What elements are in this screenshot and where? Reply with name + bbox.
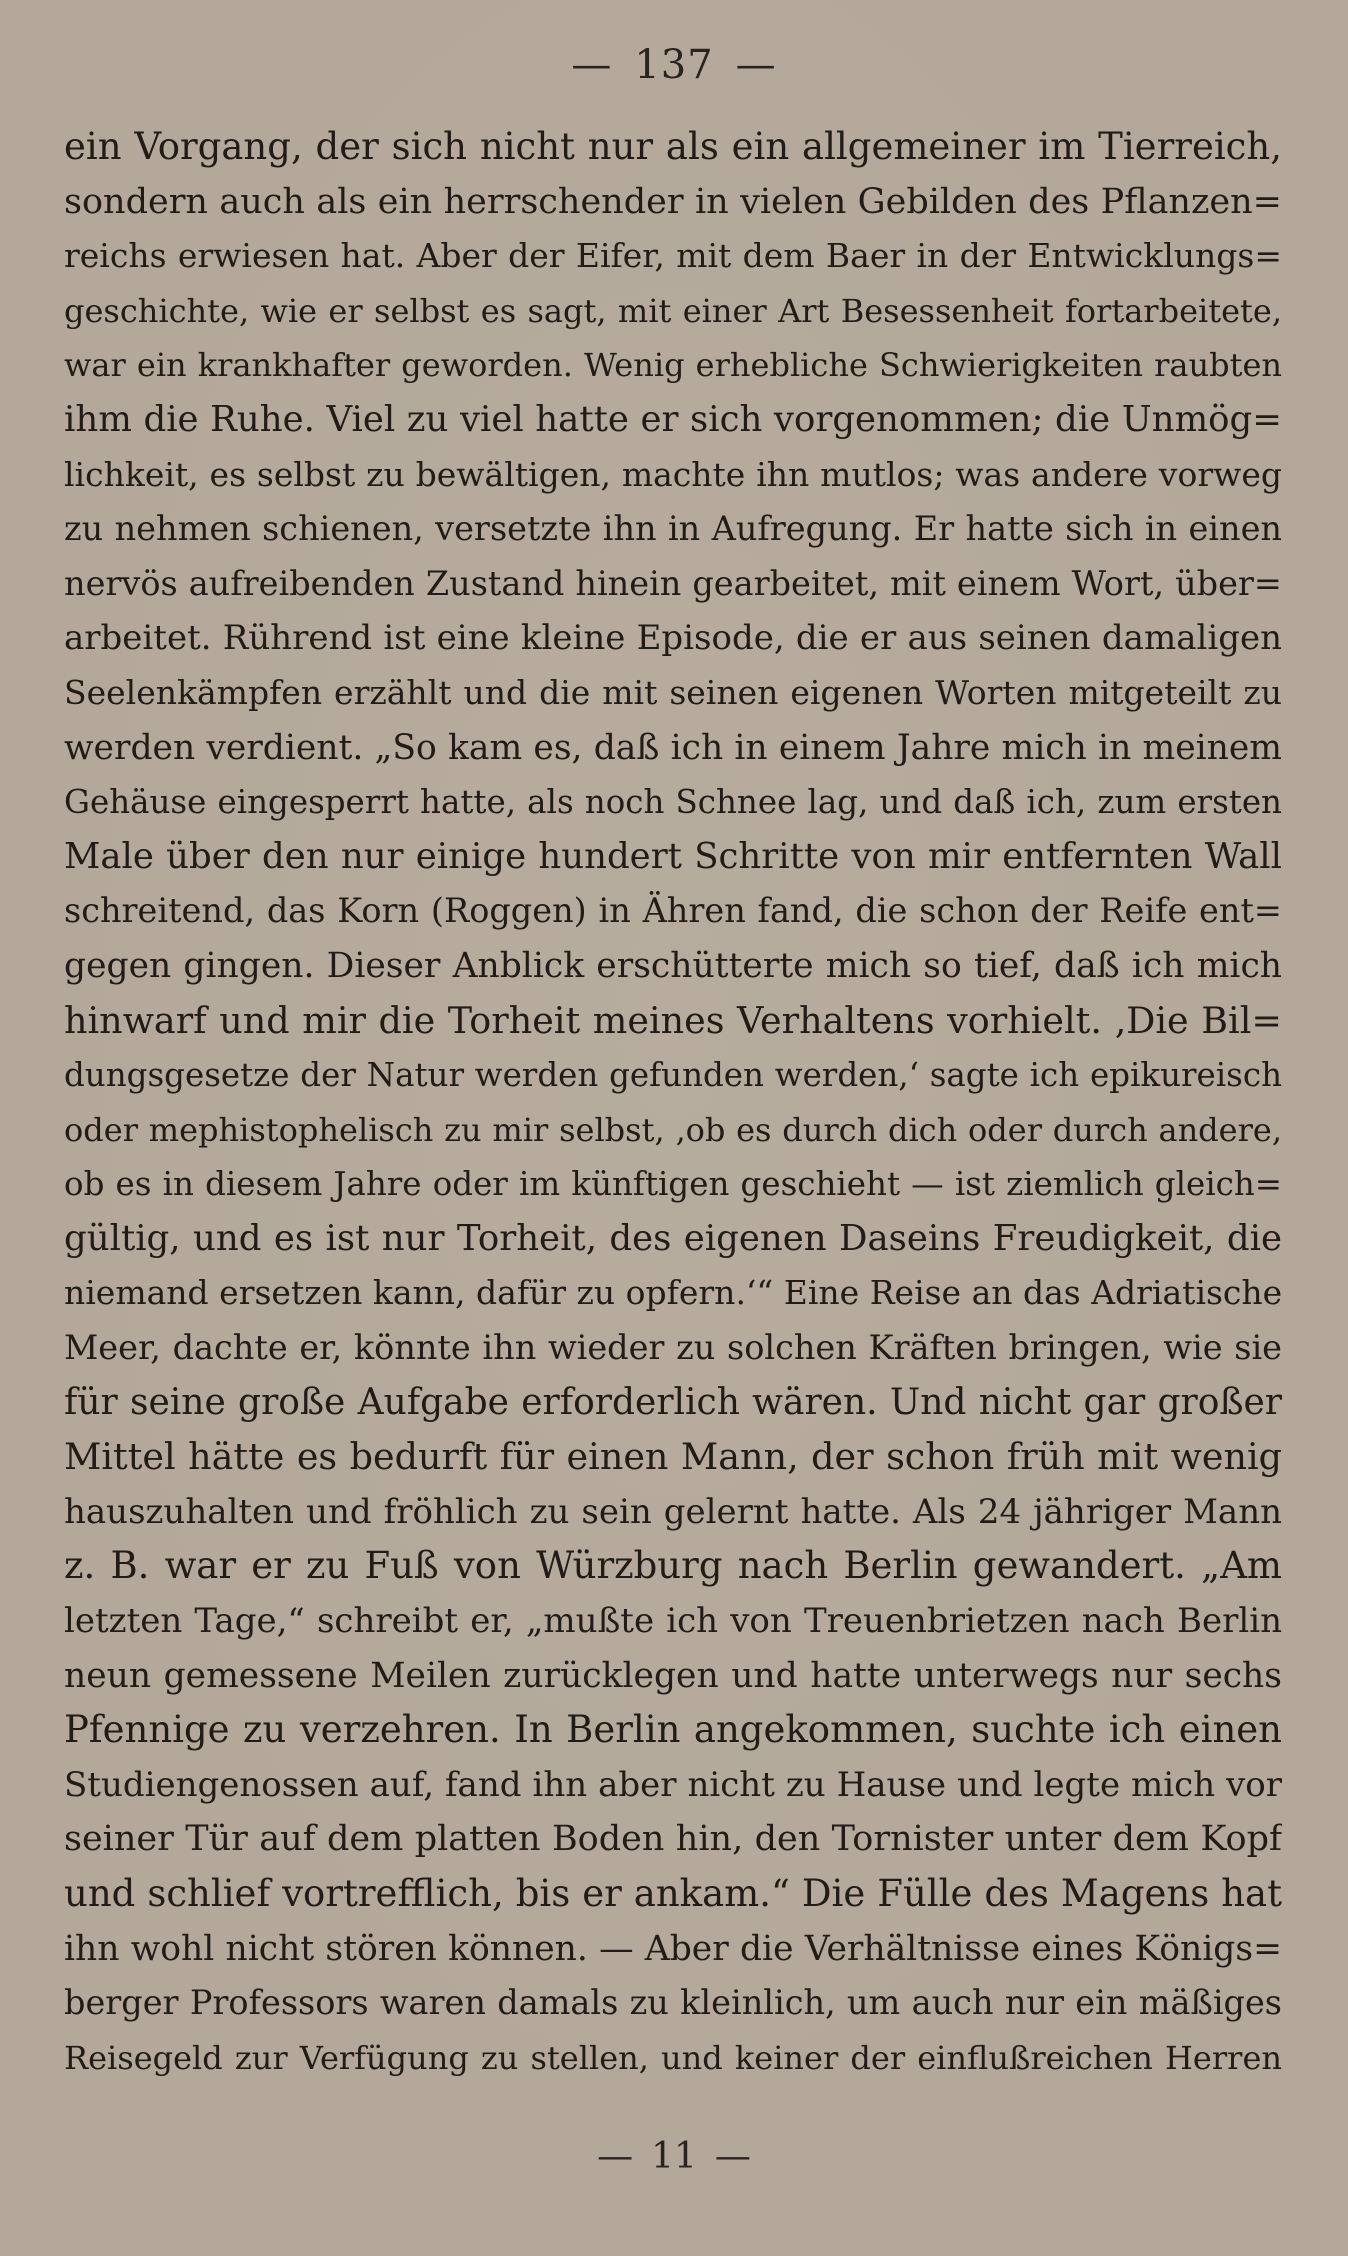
text-line: Male über den nur einige hundert Schritte von mir entfernten Wall <box>64 835 1282 877</box>
text-line: ein Vorgang, der sich nicht nur als ein allgemeiner im Tierreich, <box>64 125 1282 168</box>
text-line: ihn wohl nicht stören können. — Aber die Verhältnisse eines Königs= <box>64 1928 1282 1969</box>
signature-mark-footer <box>0 2136 1348 2177</box>
text-line: z. B. war er zu Fuß von Würzburg nach Berlin gewandert. „Am <box>64 1544 1282 1588</box>
text-line: hinwarf und mir die Torheit meines Verhaltens vorhielt. ‚Die Bil= <box>64 998 1282 1042</box>
header-dash-right: — <box>735 42 777 88</box>
text-line: oder mephistophelisch zu mir selbst, ‚ob es durch dich oder durch andere, <box>64 1110 1282 1149</box>
text-line: zu nehmen schienen, versetzte ihn in Aufregung. Er hatte sich in einen <box>64 509 1282 549</box>
text-line: Studiengenossen auf, fand ihn aber nicht zu Hause und legte mich vor <box>64 1764 1282 1805</box>
page-number: 137 <box>634 42 714 88</box>
text-line: Seelenkämpfen erzählt und die mit seinen eigenen Worten mitgeteilt zu <box>64 672 1282 712</box>
page-number-header <box>0 42 1348 88</box>
body-text <box>64 120 1282 2085</box>
text-line: war ein krankhafter geworden. Wenig erhebliche Schwierigkeiten raubten <box>64 346 1282 385</box>
header-dash-left: — <box>571 42 613 88</box>
text-line: neun gemessene Meilen zurücklegen und hatte unterwegs nur sechs <box>64 1655 1282 1696</box>
text-line: schreitend, das Korn (Roggen) in Ähren fand, die schon der Reife ent= <box>64 891 1282 931</box>
text-line: geschichte, wie er selbst es sagt, mit einer Art Besessenheit fortarbeitete, <box>64 291 1282 330</box>
text-line: dungsgesetze der Natur werden gefunden werden,‘ sagte ich epikureisch <box>64 1056 1282 1095</box>
text-line: letzten Tage,“ schreibt er, „mußte ich von Treuenbrietzen nach Berlin <box>64 1601 1282 1642</box>
text-line: für seine große Aufgabe erforderlich wären. Und nicht gar großer <box>64 1381 1282 1423</box>
text-line: Meer, dachte er, könnte ihn wieder zu solchen Kräften bringen, wie sie <box>64 1328 1282 1368</box>
footer-dash-left: — <box>597 2136 634 2177</box>
text-line: sondern auch als ein herrschender in vielen Gebilden des Pflanzen= <box>64 181 1282 222</box>
footer-dash-right: — <box>714 2136 751 2177</box>
text-line: gültig, und es ist nur Torheit, des eigenen Daseins Freudigkeit, die <box>64 1217 1282 1259</box>
text-line: niemand ersetzen kann, dafür zu opfern.‘“ Eine Reise an das Adriatische <box>64 1273 1282 1313</box>
text-line: werden verdient. „So kam es, daß ich in einem Jahre mich in meinem <box>64 727 1282 768</box>
text-line: Gehäuse eingesperrt hatte, als noch Schnee lag, und daß ich, zum ersten <box>64 783 1282 822</box>
signature-number: 11 <box>651 2136 697 2177</box>
text-line: gegen gingen. Dieser Anblick erschütterte mich so tief, daß ich mich <box>64 945 1282 986</box>
text-line: und schlief vortrefflich, bis er ankam.“ Die Fülle des Magens hat <box>64 1872 1282 1915</box>
text-line: seiner Tür auf dem platten Boden hin, den Tornister unter dem Kopf <box>64 1819 1282 1860</box>
text-line: nervös aufreibenden Zustand hinein gearbeitet, mit einem Wort, über= <box>64 563 1282 603</box>
text-line: ihm die Ruhe. Viel zu viel hatte er sich vorgenommen; die Unmög= <box>64 398 1282 440</box>
text-line: reichs erwiesen hat. Aber der Eifer, mit dem Baer in der Entwicklungs= <box>64 236 1282 276</box>
text-line: Reisegeld zur Verfügung zu stellen, und keiner der einflußreichen Herren <box>64 2038 1282 2077</box>
text-line: hauszuhalten und fröhlich zu sein gelernt hatte. Als 24 jähriger Mann <box>64 1491 1282 1532</box>
text-line: arbeitet. Rührend ist eine kleine Episode, die er aus seinen damaligen <box>64 618 1282 659</box>
text-line: ob es in diesem Jahre oder im künftigen geschieht — ist ziemlich gleich= <box>64 1165 1282 1204</box>
text-line: Mittel hätte es bedurft für einen Mann, der schon früh mit wenig <box>64 1435 1282 1479</box>
text-line: Pfennige zu verzehren. In Berlin angekommen, suchte ich einen <box>64 1708 1282 1752</box>
text-line: lichkeit, es selbst zu bewältigen, machte ihn mutlos; was andere vorweg <box>64 454 1282 494</box>
text-line: berger Professors waren damals zu kleinlich, um auch nur ein mäßiges <box>64 1983 1282 2023</box>
